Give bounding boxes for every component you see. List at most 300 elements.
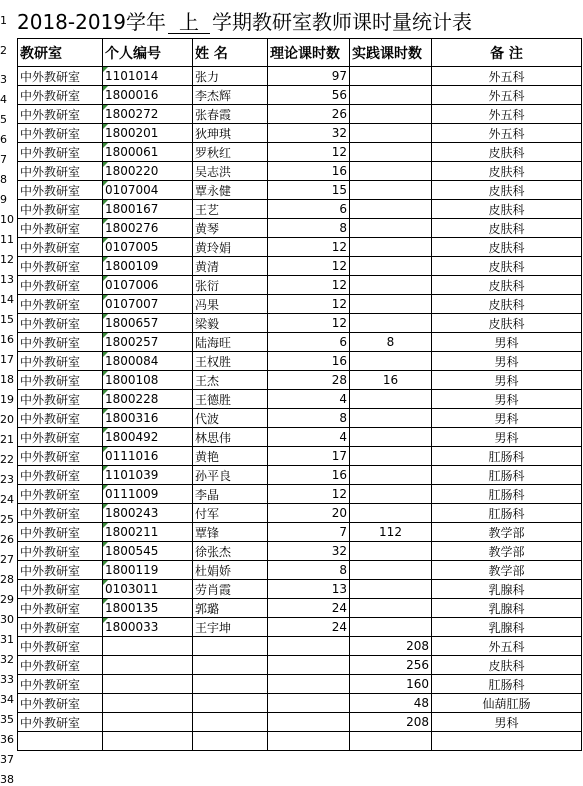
table-row [18, 257, 582, 276]
cell-practice[interactable]: 112 [350, 523, 432, 542]
cell-dept[interactable]: 中外教研室 [18, 713, 103, 732]
cell-dept[interactable]: 中外教研室 [18, 675, 103, 694]
cell-dept[interactable]: 中外教研室 [18, 656, 103, 675]
cell-id[interactable]: 1800228 [103, 390, 193, 409]
cell-name[interactable]: 李晶 [193, 485, 268, 504]
cell-name[interactable]: 吴志洪 [193, 162, 268, 181]
title-semester: 上 [168, 11, 210, 34]
cell-id[interactable]: 1800033 [103, 618, 193, 637]
cell-dept[interactable]: 中外教研室 [18, 409, 103, 428]
row-number[interactable]: 25 [0, 513, 14, 526]
row-number[interactable]: 12 [0, 253, 14, 266]
cell-theory[interactable]: 4 [268, 390, 350, 409]
cell-theory[interactable]: 12 [268, 238, 350, 257]
row-number[interactable]: 32 [0, 653, 14, 666]
cell-theory[interactable] [268, 732, 350, 751]
cell-dept[interactable]: 中外教研室 [18, 314, 103, 333]
cell-id[interactable]: 1800272 [103, 105, 193, 124]
cell-practice[interactable]: 16 [350, 371, 432, 390]
row-number[interactable]: 27 [0, 553, 14, 566]
row-number[interactable]: 11 [0, 233, 14, 246]
cell-id[interactable]: 1800492 [103, 428, 193, 447]
row-number[interactable]: 33 [0, 673, 14, 686]
cell-id[interactable] [103, 732, 193, 751]
row-number[interactable]: 31 [0, 633, 14, 646]
cell-id[interactable]: 0111009 [103, 485, 193, 504]
cell-theory[interactable]: 4 [268, 428, 350, 447]
cell-name[interactable]: 李杰辉 [193, 86, 268, 105]
cell-theory[interactable] [268, 694, 350, 713]
cell-dept[interactable]: 中外教研室 [18, 466, 103, 485]
cell-name[interactable]: 冯果 [193, 295, 268, 314]
cell-note[interactable]: 肛肠科 [432, 466, 582, 485]
cell-note[interactable]: 肛肠科 [432, 485, 582, 504]
cell-id[interactable]: 1101014 [103, 67, 193, 86]
cell-id[interactable]: 1800135 [103, 599, 193, 618]
cell-name[interactable]: 覃锋 [193, 523, 268, 542]
cell-practice[interactable] [350, 580, 432, 599]
table-row [18, 124, 582, 143]
cell-name[interactable]: 梁毅 [193, 314, 268, 333]
cell-note[interactable]: 男科 [432, 713, 582, 732]
table-row [18, 523, 582, 542]
cell-note[interactable]: 乳腺科 [432, 599, 582, 618]
cell-theory[interactable]: 6 [268, 200, 350, 219]
row-number[interactable]: 17 [0, 353, 14, 366]
cell-note[interactable]: 外五科 [432, 124, 582, 143]
cell-note[interactable]: 男科 [432, 409, 582, 428]
cell-note[interactable]: 皮肤科 [432, 200, 582, 219]
row-number[interactable]: 5 [0, 113, 7, 126]
cell-practice[interactable] [350, 618, 432, 637]
cell-practice[interactable] [350, 466, 432, 485]
cell-theory[interactable] [268, 675, 350, 694]
cell-practice[interactable]: 256 [350, 656, 432, 675]
cell-name[interactable]: 王宇坤 [193, 618, 268, 637]
cell-theory[interactable]: 12 [268, 276, 350, 295]
cell-practice[interactable] [350, 504, 432, 523]
cell-id[interactable]: 1800109 [103, 257, 193, 276]
cell-id[interactable] [103, 694, 193, 713]
table-row [18, 200, 582, 219]
cell-practice[interactable] [350, 257, 432, 276]
cell-note[interactable]: 外五科 [432, 105, 582, 124]
title-year: 2018-2019学年 [17, 10, 167, 34]
cell-id[interactable]: 1800243 [103, 504, 193, 523]
table-row [18, 561, 582, 580]
cell-theory[interactable]: 6 [268, 333, 350, 352]
cell-theory[interactable]: 8 [268, 561, 350, 580]
table-row [18, 295, 582, 314]
table-row [18, 694, 582, 713]
cell-name[interactable]: 张力 [193, 67, 268, 86]
cell-practice[interactable] [350, 352, 432, 371]
cell-name[interactable]: 林思伟 [193, 428, 268, 447]
cell-note[interactable]: 男科 [432, 390, 582, 409]
cell-practice[interactable] [350, 599, 432, 618]
row-number[interactable]: 23 [0, 473, 14, 486]
cell-id[interactable]: 0103011 [103, 580, 193, 599]
table-row [18, 618, 582, 637]
row-number[interactable]: 15 [0, 313, 14, 326]
cell-theory[interactable]: 32 [268, 124, 350, 143]
cell-dept[interactable]: 中外教研室 [18, 637, 103, 656]
cell-note[interactable]: 皮肤科 [432, 162, 582, 181]
cell-note[interactable]: 外五科 [432, 67, 582, 86]
cell-name[interactable]: 代波 [193, 409, 268, 428]
cell-dept[interactable] [18, 732, 103, 751]
table-row [18, 314, 582, 333]
cell-name[interactable]: 黄艳 [193, 447, 268, 466]
cell-theory[interactable]: 8 [268, 409, 350, 428]
cell-note[interactable]: 教学部 [432, 542, 582, 561]
cell-note[interactable]: 男科 [432, 371, 582, 390]
cell-id[interactable]: 1800211 [103, 523, 193, 542]
cell-practice[interactable] [350, 181, 432, 200]
cell-dept[interactable]: 中外教研室 [18, 257, 103, 276]
row-number[interactable]: 2 [0, 44, 7, 57]
cell-dept[interactable]: 中外教研室 [18, 352, 103, 371]
header-note[interactable]: 备 注 [432, 39, 582, 67]
cell-note[interactable]: 男科 [432, 352, 582, 371]
cell-theory[interactable]: 17 [268, 447, 350, 466]
cell-practice[interactable] [350, 124, 432, 143]
cell-dept[interactable]: 中外教研室 [18, 390, 103, 409]
cell-id[interactable]: 0107006 [103, 276, 193, 295]
cell-theory[interactable]: 56 [268, 86, 350, 105]
row-number[interactable]: 3 [0, 73, 7, 86]
cell-note[interactable] [432, 732, 582, 751]
cell-name[interactable] [193, 694, 268, 713]
cell-name[interactable] [193, 675, 268, 694]
cell-note[interactable]: 乳腺科 [432, 618, 582, 637]
cell-theory[interactable]: 12 [268, 143, 350, 162]
sheet-title[interactable] [17, 8, 583, 36]
cell-theory[interactable]: 15 [268, 181, 350, 200]
cell-id[interactable]: 1800657 [103, 314, 193, 333]
cell-practice[interactable] [350, 105, 432, 124]
cell-practice[interactable] [350, 428, 432, 447]
table-row [18, 371, 582, 390]
cell-theory[interactable] [268, 656, 350, 675]
row-number[interactable]: 4 [0, 93, 7, 106]
header-theory[interactable]: 理论课时数 [268, 39, 350, 67]
row-number[interactable]: 9 [0, 193, 7, 206]
cell-dept[interactable]: 中外教研室 [18, 694, 103, 713]
cell-practice[interactable] [350, 390, 432, 409]
row-number[interactable]: 35 [0, 713, 14, 726]
cell-id[interactable]: 1800167 [103, 200, 193, 219]
cell-practice[interactable]: 48 [350, 694, 432, 713]
cell-name[interactable]: 黄玲娟 [193, 238, 268, 257]
cell-name[interactable]: 杜娟娇 [193, 561, 268, 580]
cell-name[interactable]: 黄清 [193, 257, 268, 276]
table-row [18, 333, 582, 352]
header-practice[interactable]: 实践课时数 [350, 39, 432, 67]
cell-dept[interactable]: 中外教研室 [18, 333, 103, 352]
cell-id[interactable] [103, 713, 193, 732]
cell-dept[interactable]: 中外教研室 [18, 200, 103, 219]
cell-note[interactable]: 皮肤科 [432, 238, 582, 257]
cell-name[interactable] [193, 732, 268, 751]
cell-practice[interactable] [350, 219, 432, 238]
cell-practice[interactable] [350, 238, 432, 257]
cell-note[interactable]: 乳腺科 [432, 580, 582, 599]
cell-id[interactable]: 1800201 [103, 124, 193, 143]
cell-theory[interactable]: 12 [268, 485, 350, 504]
cell-note[interactable]: 皮肤科 [432, 656, 582, 675]
table-row [18, 219, 582, 238]
cell-id[interactable]: 1800257 [103, 333, 193, 352]
row-number[interactable]: 16 [0, 333, 14, 346]
cell-theory[interactable]: 16 [268, 162, 350, 181]
cell-dept[interactable]: 中外教研室 [18, 238, 103, 257]
cell-name[interactable]: 张春霞 [193, 105, 268, 124]
cell-theory[interactable]: 28 [268, 371, 350, 390]
table-row [18, 466, 582, 485]
cell-id[interactable]: 1800061 [103, 143, 193, 162]
table-row [18, 504, 582, 523]
cell-dept[interactable]: 中外教研室 [18, 504, 103, 523]
cell-dept[interactable]: 中外教研室 [18, 86, 103, 105]
cell-id[interactable]: 1800108 [103, 371, 193, 390]
cell-id[interactable] [103, 637, 193, 656]
cell-practice[interactable]: 208 [350, 637, 432, 656]
cell-theory[interactable]: 12 [268, 295, 350, 314]
cell-name[interactable]: 陆海旺 [193, 333, 268, 352]
cell-note[interactable]: 肛肠科 [432, 504, 582, 523]
cell-note[interactable]: 仙葫肛肠 [432, 694, 582, 713]
cell-note[interactable]: 皮肤科 [432, 314, 582, 333]
cell-dept[interactable]: 中外教研室 [18, 219, 103, 238]
cell-note[interactable]: 男科 [432, 333, 582, 352]
row-number[interactable]: 6 [0, 133, 7, 146]
row-number[interactable]: 22 [0, 453, 14, 466]
table-row [18, 675, 582, 694]
cell-id[interactable] [103, 656, 193, 675]
cell-id[interactable]: 0111016 [103, 447, 193, 466]
cell-practice[interactable] [350, 732, 432, 751]
cell-name[interactable] [193, 713, 268, 732]
cell-name[interactable]: 王杰 [193, 371, 268, 390]
cell-name[interactable]: 覃永健 [193, 181, 268, 200]
cell-theory[interactable]: 32 [268, 542, 350, 561]
cell-theory[interactable]: 12 [268, 314, 350, 333]
cell-theory[interactable] [268, 713, 350, 732]
cell-dept[interactable]: 中外教研室 [18, 162, 103, 181]
cell-theory[interactable]: 16 [268, 352, 350, 371]
cell-dept[interactable]: 中外教研室 [18, 181, 103, 200]
cell-practice[interactable]: 208 [350, 713, 432, 732]
cell-note[interactable]: 皮肤科 [432, 181, 582, 200]
cell-practice[interactable] [350, 314, 432, 333]
cell-id[interactable]: 1101039 [103, 466, 193, 485]
row-number[interactable]: 19 [0, 393, 14, 406]
table-row [18, 485, 582, 504]
cell-dept[interactable]: 中外教研室 [18, 428, 103, 447]
cell-practice[interactable] [350, 200, 432, 219]
cell-name[interactable]: 黄琴 [193, 219, 268, 238]
cell-dept[interactable]: 中外教研室 [18, 485, 103, 504]
cell-name[interactable]: 付军 [193, 504, 268, 523]
cell-theory[interactable]: 97 [268, 67, 350, 86]
cell-theory[interactable]: 24 [268, 599, 350, 618]
cell-id[interactable]: 1800316 [103, 409, 193, 428]
header-dept[interactable]: 教研室 [18, 39, 103, 67]
cell-theory[interactable]: 20 [268, 504, 350, 523]
cell-note[interactable]: 肛肠科 [432, 447, 582, 466]
row-number[interactable]: 37 [0, 753, 14, 766]
cell-practice[interactable] [350, 485, 432, 504]
table-row [18, 352, 582, 371]
cell-theory[interactable]: 24 [268, 618, 350, 637]
cell-note[interactable]: 皮肤科 [432, 143, 582, 162]
cell-note[interactable]: 皮肤科 [432, 257, 582, 276]
cell-dept[interactable]: 中外教研室 [18, 105, 103, 124]
row-number[interactable]: 34 [0, 693, 14, 706]
cell-name[interactable] [193, 656, 268, 675]
cell-id[interactable]: 1800016 [103, 86, 193, 105]
cell-name[interactable]: 张衍 [193, 276, 268, 295]
table-row [18, 713, 582, 732]
cell-note[interactable]: 男科 [432, 428, 582, 447]
table-row [18, 656, 582, 675]
cell-name[interactable]: 罗秋红 [193, 143, 268, 162]
cell-note[interactable]: 外五科 [432, 86, 582, 105]
cell-id[interactable]: 1800276 [103, 219, 193, 238]
cell-theory[interactable] [268, 637, 350, 656]
cell-id[interactable]: 1800545 [103, 542, 193, 561]
cell-practice[interactable]: 8 [350, 333, 432, 352]
cell-note[interactable]: 教学部 [432, 561, 582, 580]
row-number[interactable]: 36 [0, 733, 14, 746]
workload-table [17, 38, 582, 751]
cell-theory[interactable]: 26 [268, 105, 350, 124]
row-number[interactable]: 21 [0, 433, 14, 446]
cell-note[interactable]: 皮肤科 [432, 295, 582, 314]
table-row [18, 599, 582, 618]
cell-name[interactable]: 王艺 [193, 200, 268, 219]
header-row [18, 39, 582, 67]
row-number[interactable]: 28 [0, 573, 14, 586]
row-number[interactable]: 14 [0, 293, 14, 306]
row-number[interactable]: 30 [0, 613, 14, 626]
cell-dept[interactable]: 中外教研室 [18, 295, 103, 314]
table-row [18, 732, 582, 751]
cell-id[interactable]: 1800220 [103, 162, 193, 181]
cell-practice[interactable] [350, 162, 432, 181]
cell-name[interactable]: 徐张杰 [193, 542, 268, 561]
cell-theory[interactable]: 12 [268, 257, 350, 276]
cell-practice[interactable] [350, 409, 432, 428]
cell-dept[interactable]: 中外教研室 [18, 276, 103, 295]
row-number[interactable]: 18 [0, 373, 14, 386]
table-row [18, 390, 582, 409]
row-number[interactable]: 29 [0, 593, 14, 606]
cell-practice[interactable] [350, 86, 432, 105]
cell-note[interactable]: 皮肤科 [432, 219, 582, 238]
table-row [18, 105, 582, 124]
title-suffix: 学期教研室教师课时量统计表 [212, 10, 473, 34]
table-row [18, 580, 582, 599]
row-number[interactable]: 7 [0, 153, 7, 166]
header-id[interactable]: 个人编号 [103, 39, 193, 67]
table-row [18, 447, 582, 466]
cell-practice[interactable] [350, 447, 432, 466]
table-row [18, 162, 582, 181]
cell-id[interactable]: 0107007 [103, 295, 193, 314]
cell-dept[interactable]: 中外教研室 [18, 67, 103, 86]
cell-dept[interactable]: 中外教研室 [18, 561, 103, 580]
row-number[interactable]: 13 [0, 273, 14, 286]
cell-name[interactable]: 劳肖霞 [193, 580, 268, 599]
cell-practice[interactable] [350, 542, 432, 561]
cell-dept[interactable]: 中外教研室 [18, 143, 103, 162]
cell-name[interactable]: 狄珅琪 [193, 124, 268, 143]
cell-id[interactable]: 1800084 [103, 352, 193, 371]
cell-note[interactable]: 皮肤科 [432, 276, 582, 295]
cell-practice[interactable] [350, 143, 432, 162]
cell-practice[interactable] [350, 561, 432, 580]
table-row [18, 637, 582, 656]
cell-dept[interactable]: 中外教研室 [18, 447, 103, 466]
table-row [18, 86, 582, 105]
cell-dept[interactable]: 中外教研室 [18, 542, 103, 561]
cell-name[interactable]: 王权胜 [193, 352, 268, 371]
row-number[interactable]: 24 [0, 493, 14, 506]
cell-id[interactable]: 0107005 [103, 238, 193, 257]
row-number[interactable]: 1 [0, 14, 7, 27]
header-name[interactable]: 姓 名 [193, 39, 268, 67]
cell-theory[interactable]: 7 [268, 523, 350, 542]
cell-note[interactable]: 外五科 [432, 637, 582, 656]
cell-theory[interactable]: 16 [268, 466, 350, 485]
cell-note[interactable]: 教学部 [432, 523, 582, 542]
table-row [18, 409, 582, 428]
cell-theory[interactable]: 8 [268, 219, 350, 238]
row-number[interactable]: 26 [0, 533, 14, 546]
cell-dept[interactable]: 中外教研室 [18, 124, 103, 143]
table-row [18, 67, 582, 86]
cell-dept[interactable]: 中外教研室 [18, 599, 103, 618]
cell-note[interactable]: 肛肠科 [432, 675, 582, 694]
cell-id[interactable] [103, 675, 193, 694]
row-number[interactable]: 10 [0, 213, 14, 226]
cell-dept[interactable]: 中外教研室 [18, 371, 103, 390]
cell-practice[interactable] [350, 295, 432, 314]
row-number[interactable]: 20 [0, 413, 14, 426]
table-row [18, 428, 582, 447]
table-row [18, 542, 582, 561]
cell-name[interactable]: 王德胜 [193, 390, 268, 409]
cell-theory[interactable]: 13 [268, 580, 350, 599]
row-number[interactable]: 8 [0, 173, 7, 186]
table-row [18, 276, 582, 295]
row-number[interactable]: 38 [0, 773, 14, 786]
cell-name[interactable]: 郭璐 [193, 599, 268, 618]
cell-id[interactable]: 1800119 [103, 561, 193, 580]
cell-dept[interactable]: 中外教研室 [18, 618, 103, 637]
cell-name[interactable] [193, 637, 268, 656]
cell-name[interactable]: 孙平良 [193, 466, 268, 485]
cell-practice[interactable]: 160 [350, 675, 432, 694]
cell-dept[interactable]: 中外教研室 [18, 523, 103, 542]
table-row [18, 238, 582, 257]
cell-id[interactable]: 0107004 [103, 181, 193, 200]
cell-dept[interactable]: 中外教研室 [18, 580, 103, 599]
cell-practice[interactable] [350, 67, 432, 86]
cell-practice[interactable] [350, 276, 432, 295]
